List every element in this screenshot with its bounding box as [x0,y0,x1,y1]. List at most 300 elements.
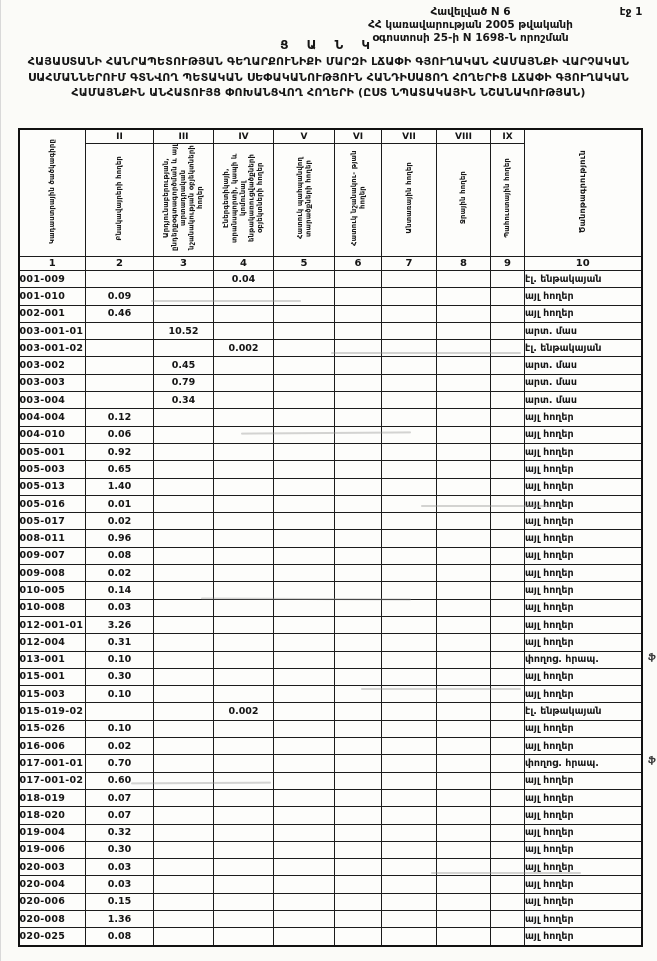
area-value-cell: 0.14 [86,582,154,599]
area-value-cell: 0.06 [86,426,154,443]
area-value-cell [274,651,335,668]
area-value-cell [437,893,491,910]
area-value-cell [154,651,214,668]
area-value-cell [437,720,491,737]
area-value-cell [214,789,274,806]
area-value-cell [214,859,274,876]
area-value-cell [274,789,335,806]
note-cell: այլ հողեր [525,599,642,616]
note-column-label: Ծանոթագրություն [577,149,587,234]
area-value-cell [382,720,437,737]
area-value-cell [382,703,437,720]
area-value-cell: 0.03 [86,876,154,893]
note-cell: արտ. մաս [525,322,642,339]
table-row [19,288,642,305]
area-value-cell [437,565,491,582]
cadastral-code-cell: 020-004 [19,876,86,893]
area-value-cell [335,720,382,737]
area-value-cell [86,374,154,391]
note-cell: այլ հողեր [525,443,642,460]
col-num-9: 9 [491,257,525,271]
area-value-cell [437,340,491,357]
area-value-cell [154,305,214,322]
area-value-cell [154,772,214,789]
note-cell: այլ հողեր [525,616,642,633]
area-value-cell [214,513,274,530]
area-value-cell [491,599,525,616]
table-row [19,547,642,564]
area-value-cell [335,530,382,547]
area-value-cell [154,910,214,927]
table-row [19,461,642,478]
area-value-cell [335,772,382,789]
area-value-cell [335,443,382,460]
table-row [19,876,642,893]
area-value-cell [154,547,214,564]
area-value-cell [86,703,154,720]
area-value-cell: 1.40 [86,478,154,495]
area-value-cell: 0.65 [86,461,154,478]
cadastral-code-cell: 020-025 [19,928,86,946]
area-value-cell [154,841,214,858]
area-value-cell: 0.10 [86,651,154,668]
area-value-cell [491,910,525,927]
area-value-cell: 0.09 [86,288,154,305]
cadastral-code-cell: 015-001 [19,668,86,685]
note-cell: էլ. ենթակայան [525,703,642,720]
area-value-cell [491,789,525,806]
area-value-cell [154,686,214,703]
area-value-cell [154,478,214,495]
area-value-cell [437,841,491,858]
area-value-cell [214,305,274,322]
header-reserve-lands: Պահուստային հողեր [491,144,525,257]
area-value-cell [154,495,214,512]
area-value-cell [214,426,274,443]
cadastral-code-cell: 003-001-02 [19,340,86,357]
area-value-cell [274,340,335,357]
area-value-cell [274,928,335,946]
area-value-cell [335,755,382,772]
note-cell: այլ հողեր [525,495,642,512]
area-value-cell [382,426,437,443]
area-value-cell [491,443,525,460]
area-value-cell [274,271,335,288]
cadastral-code-cell: 005-016 [19,495,86,512]
cadastral-code-cell: 012-001-01 [19,616,86,633]
cadastral-code-cell: 015-019-02 [19,703,86,720]
table-row [19,772,642,789]
note-cell: այլ հողեր [525,478,642,495]
area-value-cell [274,910,335,927]
note-cell: այլ հողեր [525,409,642,426]
area-value-cell [437,616,491,633]
area-value-cell [274,824,335,841]
area-value-cell [382,859,437,876]
area-value-cell [437,513,491,530]
table-row [19,443,642,460]
area-value-cell: 0.31 [86,634,154,651]
area-value-cell [214,928,274,946]
roman-II: II [86,129,154,144]
area-value-cell [335,461,382,478]
area-value-cell [491,461,525,478]
table-row [19,807,642,824]
note-cell: այլ հողեր [525,461,642,478]
area-value-cell [437,772,491,789]
cadastral-code-cell: 008-011 [19,530,86,547]
cadastral-code-column-header [19,129,86,257]
area-value-cell: 10.52 [154,322,214,339]
area-value-cell [491,305,525,322]
area-value-cell [382,409,437,426]
area-value-cell [382,616,437,633]
area-value-cell [491,322,525,339]
area-value-cell [382,651,437,668]
table-row [19,651,642,668]
area-value-cell [437,392,491,409]
scan-streak [421,505,551,507]
area-value-cell [335,599,382,616]
area-value-cell [335,426,382,443]
note-cell: այլ հողեր [525,426,642,443]
scanned-document-page [1,0,657,961]
area-value-cell [274,305,335,322]
area-value-cell [154,599,214,616]
area-value-cell [335,322,382,339]
area-value-cell [274,893,335,910]
area-value-cell [154,634,214,651]
area-value-cell [382,772,437,789]
area-value-cell [335,789,382,806]
area-value-cell [491,720,525,737]
cadastral-code-cell: 005-013 [19,478,86,495]
column-number-row [19,257,642,271]
note-cell: այլ հողեր [525,288,642,305]
header-forest-lands: Անտառային հողեր [382,144,437,257]
area-value-cell [382,565,437,582]
table-row [19,305,642,322]
area-value-cell [335,651,382,668]
area-value-cell [86,392,154,409]
area-value-cell [335,807,382,824]
area-value-cell [154,703,214,720]
page-number-label: էջ 1 [619,6,643,18]
note-cell: այլ հողեր [525,841,642,858]
table-row [19,495,642,512]
table-row [19,340,642,357]
area-value-cell [274,461,335,478]
col-num-8: 8 [437,257,491,271]
note-cell: էլ. ենթակայան [525,271,642,288]
area-value-cell [382,928,437,946]
table-row [19,720,642,737]
area-value-cell [214,599,274,616]
note-cell: փողոց. հրապ. ֆ [525,755,642,772]
area-value-cell [491,530,525,547]
table-row [19,634,642,651]
col-num-3: 3 [154,257,214,271]
area-value-cell [491,703,525,720]
cadastral-code-cell: 009-008 [19,565,86,582]
table-body [19,271,657,946]
cadastral-code-cell: 019-004 [19,824,86,841]
area-value-cell [274,513,335,530]
note-cell: այլ հողեր [525,668,642,685]
area-value-cell [214,634,274,651]
area-value-cell [274,668,335,685]
area-value-cell: 0.03 [86,859,154,876]
area-value-cell [491,755,525,772]
cadastral-code-cell: 009-007 [19,547,86,564]
note-cell: այլ հողեր [525,876,642,893]
area-value-cell [382,478,437,495]
area-value-cell [491,893,525,910]
area-value-cell [335,305,382,322]
col-num-7: 7 [382,257,437,271]
area-value-cell [335,288,382,305]
area-value-cell [274,357,335,374]
area-value-cell [214,478,274,495]
area-value-cell [274,374,335,391]
area-value-cell [274,599,335,616]
header-protected-lands: Հատուկ պահպանվող տարածքների հողեր [274,144,335,257]
area-value-cell [437,910,491,927]
cadastral-code-cell: 015-003 [19,686,86,703]
area-value-cell [214,720,274,737]
area-value-cell [382,547,437,564]
roman-III: III [154,129,214,144]
cadastral-code-cell: 018-020 [19,807,86,824]
roman-VI: VI [335,129,382,144]
table-row [19,738,642,755]
area-value-cell [214,616,274,633]
area-value-cell [214,651,274,668]
area-value-cell [274,634,335,651]
area-value-cell [382,305,437,322]
area-value-cell [382,668,437,685]
note-cell: այլ հողեր [525,582,642,599]
area-value-cell [491,340,525,357]
area-value-cell: 0.34 [154,392,214,409]
note-cell: այլ հողեր [525,910,642,927]
table-row [19,426,642,443]
note-cell: փողոց. հրապ. ֆ [525,651,642,668]
note-cell: այլ հողեր [525,530,642,547]
table-row [19,789,642,806]
area-value-cell [214,893,274,910]
area-value-cell [335,668,382,685]
area-value-cell [437,271,491,288]
area-value-cell [335,893,382,910]
area-value-cell [382,807,437,824]
note-cell: այլ հողեր [525,686,642,703]
area-value-cell [437,651,491,668]
area-value-cell [335,565,382,582]
cadastral-code-cell: 016-006 [19,738,86,755]
area-value-cell [382,582,437,599]
area-value-cell [491,357,525,374]
area-value-cell [437,668,491,685]
area-value-cell [382,755,437,772]
note-cell: այլ հողեր [525,738,642,755]
area-value-cell [437,582,491,599]
document-title-heading: Ց Ա Ն Կ [280,38,377,52]
area-value-cell: 0.002 [214,340,274,357]
area-value-cell [274,582,335,599]
area-value-cell [274,738,335,755]
cadastral-code-cell: 020-006 [19,893,86,910]
area-value-cell [382,495,437,512]
area-value-cell [491,288,525,305]
table-row [19,392,642,409]
area-value-cell [214,807,274,824]
area-value-cell [437,789,491,806]
note-cell: այլ հողեր [525,720,642,737]
table-row [19,824,642,841]
table-row [19,478,642,495]
appendix-number: Հավելված N 6 [430,6,511,18]
cadastral-code-cell: 003-001-01 [19,322,86,339]
area-value-cell [382,513,437,530]
area-value-cell [154,738,214,755]
area-value-cell [437,634,491,651]
area-value-cell [154,616,214,633]
area-value-cell [437,443,491,460]
area-value-cell [437,547,491,564]
area-value-cell [86,271,154,288]
area-value-cell [214,409,274,426]
cadastral-code-cell: 015-026 [19,720,86,737]
area-value-cell [437,703,491,720]
table-row [19,271,642,288]
area-value-cell: 0.08 [86,928,154,946]
area-value-cell [214,374,274,391]
area-value-cell [214,841,274,858]
area-value-cell [382,530,437,547]
area-value-cell [335,859,382,876]
area-value-cell [491,807,525,824]
cadastral-code-cell: 004-010 [19,426,86,443]
table-row [19,409,642,426]
cadastral-code-cell: 002-001 [19,305,86,322]
note-cell: այլ հողեր [525,565,642,582]
table-row [19,322,642,339]
area-value-cell [335,495,382,512]
area-value-cell: 0.96 [86,530,154,547]
area-value-cell [437,807,491,824]
area-value-cell [437,374,491,391]
area-value-cell: 3.26 [86,616,154,633]
area-value-cell [214,288,274,305]
area-value-cell [437,824,491,841]
area-value-cell [154,271,214,288]
area-value-cell [491,616,525,633]
note-cell: արտ. մաս [525,374,642,391]
note-cell: էլ. ենթակայան [525,340,642,357]
table-row [19,755,642,772]
note-cell: այլ հողեր [525,513,642,530]
area-value-cell [154,928,214,946]
area-value-cell: 0.92 [86,443,154,460]
area-value-cell: 0.70 [86,755,154,772]
area-value-cell [491,668,525,685]
area-value-cell [335,392,382,409]
table-row [19,703,642,720]
area-value-cell [382,893,437,910]
area-value-cell [214,495,274,512]
area-value-cell [154,893,214,910]
area-value-cell [491,271,525,288]
area-value-cell [274,288,335,305]
area-value-cell [491,392,525,409]
cadastral-code-cell: 017-001-02 [19,772,86,789]
area-value-cell [274,772,335,789]
area-value-cell [491,565,525,582]
area-value-cell [274,409,335,426]
area-value-cell [437,738,491,755]
col-num-10: 10 [525,257,642,271]
area-value-cell [274,426,335,443]
area-value-cell [274,703,335,720]
area-value-cell [335,703,382,720]
area-value-cell [214,461,274,478]
header-water-lands: Ջրային հողեր [437,144,491,257]
area-value-cell [214,686,274,703]
cadastral-code-cell: 012-004 [19,634,86,651]
area-value-cell [335,547,382,564]
cadastral-code-cell: 001-009 [19,271,86,288]
area-value-cell [274,807,335,824]
cadastral-code-cell: 019-006 [19,841,86,858]
cadastral-code-cell: 005-003 [19,461,86,478]
area-value-cell [335,357,382,374]
area-value-cell [491,409,525,426]
area-value-cell [437,478,491,495]
area-value-cell [491,651,525,668]
area-value-cell [335,340,382,357]
area-value-cell [214,530,274,547]
note-cell: այլ հողեր [525,772,642,789]
area-value-cell: 0.12 [86,409,154,426]
area-value-cell [154,461,214,478]
area-value-cell [214,547,274,564]
area-value-cell [491,478,525,495]
area-value-cell [86,357,154,374]
area-value-cell: 0.30 [86,668,154,685]
area-value-cell [335,841,382,858]
scan-streak [361,688,521,690]
area-value-cell [274,720,335,737]
area-value-cell [214,910,274,927]
col-num-6: 6 [335,257,382,271]
table-row [19,357,642,374]
area-value-cell [382,461,437,478]
area-value-cell: 0.15 [86,893,154,910]
area-value-cell [437,357,491,374]
area-value-cell [491,738,525,755]
area-value-cell [214,392,274,409]
area-value-cell [214,322,274,339]
area-value-cell [154,288,214,305]
cadastral-code-cell: 010-008 [19,599,86,616]
header-industrial-lands: Արդյունաբերության, ընդերքօգտագործման և այլ արտադրական նշանակության օբյեկտների հողեր [154,144,214,257]
cadastral-code-cell: 003-004 [19,392,86,409]
note-column-header [525,129,642,257]
area-value-cell [491,374,525,391]
area-value-cell [382,910,437,927]
area-value-cell [154,530,214,547]
